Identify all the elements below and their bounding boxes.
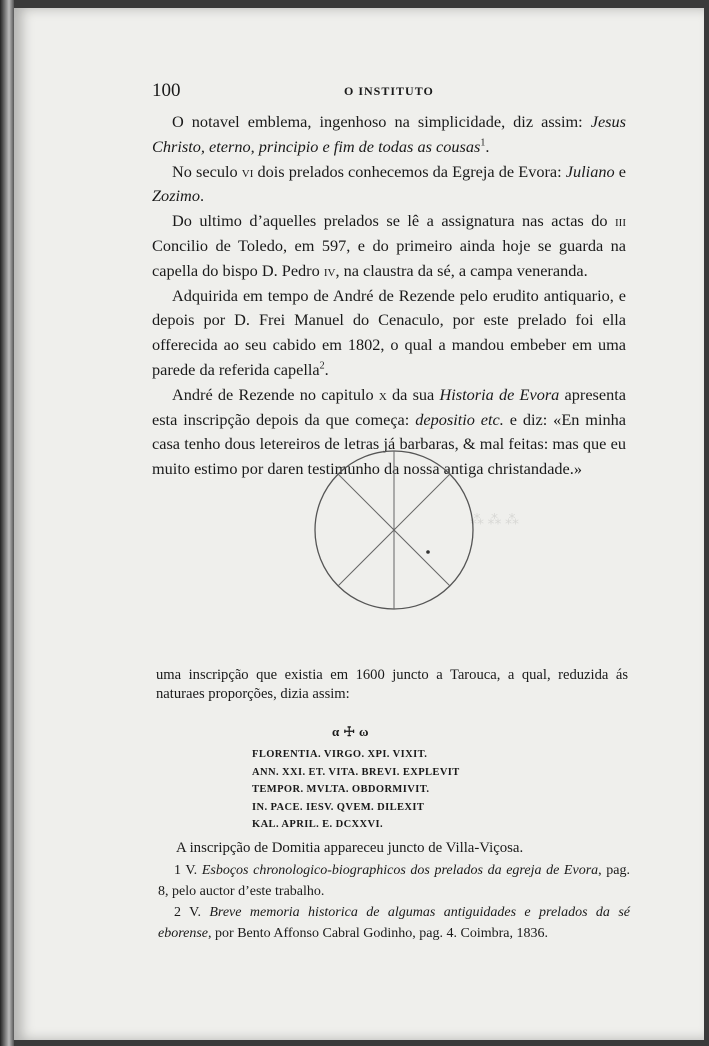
inscription-line: ANN. XXI. ET. VITA. BREVI. EXPLEVIT [252,766,460,778]
footnotes [158,860,630,944]
bleed-through-shadow: ⁂ ⁂ ⁂ [470,513,519,528]
paragraph-emblem: O notavel emblema, ingenhoso na simplicidade, diz assim: Jesus Christo, eterno, principio e fim de todas as cousas$^1$. [152,112,626,156]
main-text [152,110,626,482]
domitia-note: A inscripção de Domitia appareceu juncto de Villa-Viçosa. [176,840,524,856]
paragraph-prelates: No seculo vi dois prelados conhecemos da Egreja de Evora: Juliano e Zozimo. [152,161,626,206]
omega-glyph: ω [359,724,369,739]
inscription-line: FLORENTIA. VIRGO. XPI. VIXIT. [252,749,428,760]
footnote-ref-2: 2 [319,360,325,372]
running-title: O INSTITUTO [344,84,434,98]
inscription-line: IN. PACE. IESV. QVEM. DILEXIT [252,801,425,813]
page-number: 100 [152,80,181,101]
inscription-line: KAL. APRIL. E. DCXXVI. [252,819,384,830]
tarouca-intro: uma inscripção que existia em 1600 juncto a Tarouca, a qual, reduzida ás naturaes proporções, dizia assim: [156,667,628,702]
book-spine-edge [0,0,14,1046]
alpha-glyph: α [332,724,340,739]
page-header [152,80,632,104]
cross-icon: ☩ [343,724,356,739]
footnote-2: 2 V. Breve memoria historica de algumas antiguidades e prelados da sé eborense, por Bento Affonso Cabral Godinho, pag. 4. Coimbra, 1836. [158,905,630,941]
footnote-1: 1 V. Esboços chronologico-biographicos dos prelados da egreja de Evora, pag. 8, pelo auctor d’este trabalho. [158,863,630,899]
paragraph-signature: Do ultimo d’aquelles prelados se lê a assignatura nas actas do iii Concilio de Toledo, em 597, e do primeiro ainda hoje se guarda na capella do bispo D. Pedro iv, na claustra da sé, a campa veneranda. [152,211,626,280]
inscription-line: TEMPOR. MVLTA. OBDORMIVIT. [252,784,430,795]
tarouca-inscription [252,724,552,836]
chrismon-circle-figure [312,448,476,612]
ink-dot [426,550,430,554]
inscription-header [332,724,552,740]
paragraph-rezende: André de Rezende no capitulo x da sua Historia de Evora apresenta esta inscripção depois da que começa: depositio etc. e diz: «En minha casa tenho dous letereiros de letras já barbaras, & mal feitas: mas que eu muito estimo por daren testimunho da nossa antiga christandade.» [152,384,627,479]
footnote-ref-1: 1 [480,137,486,149]
paragraph-acquisition: Adquirida em tempo de André de Rezende pelo erudito antiquario, e depois por D. Frei Manuel do Cenaculo, por este prelado foi ella offerecida ao seu cabido em 1802, o qual a mandou embeber em uma parede da referida capella$^2$. [152,285,626,379]
